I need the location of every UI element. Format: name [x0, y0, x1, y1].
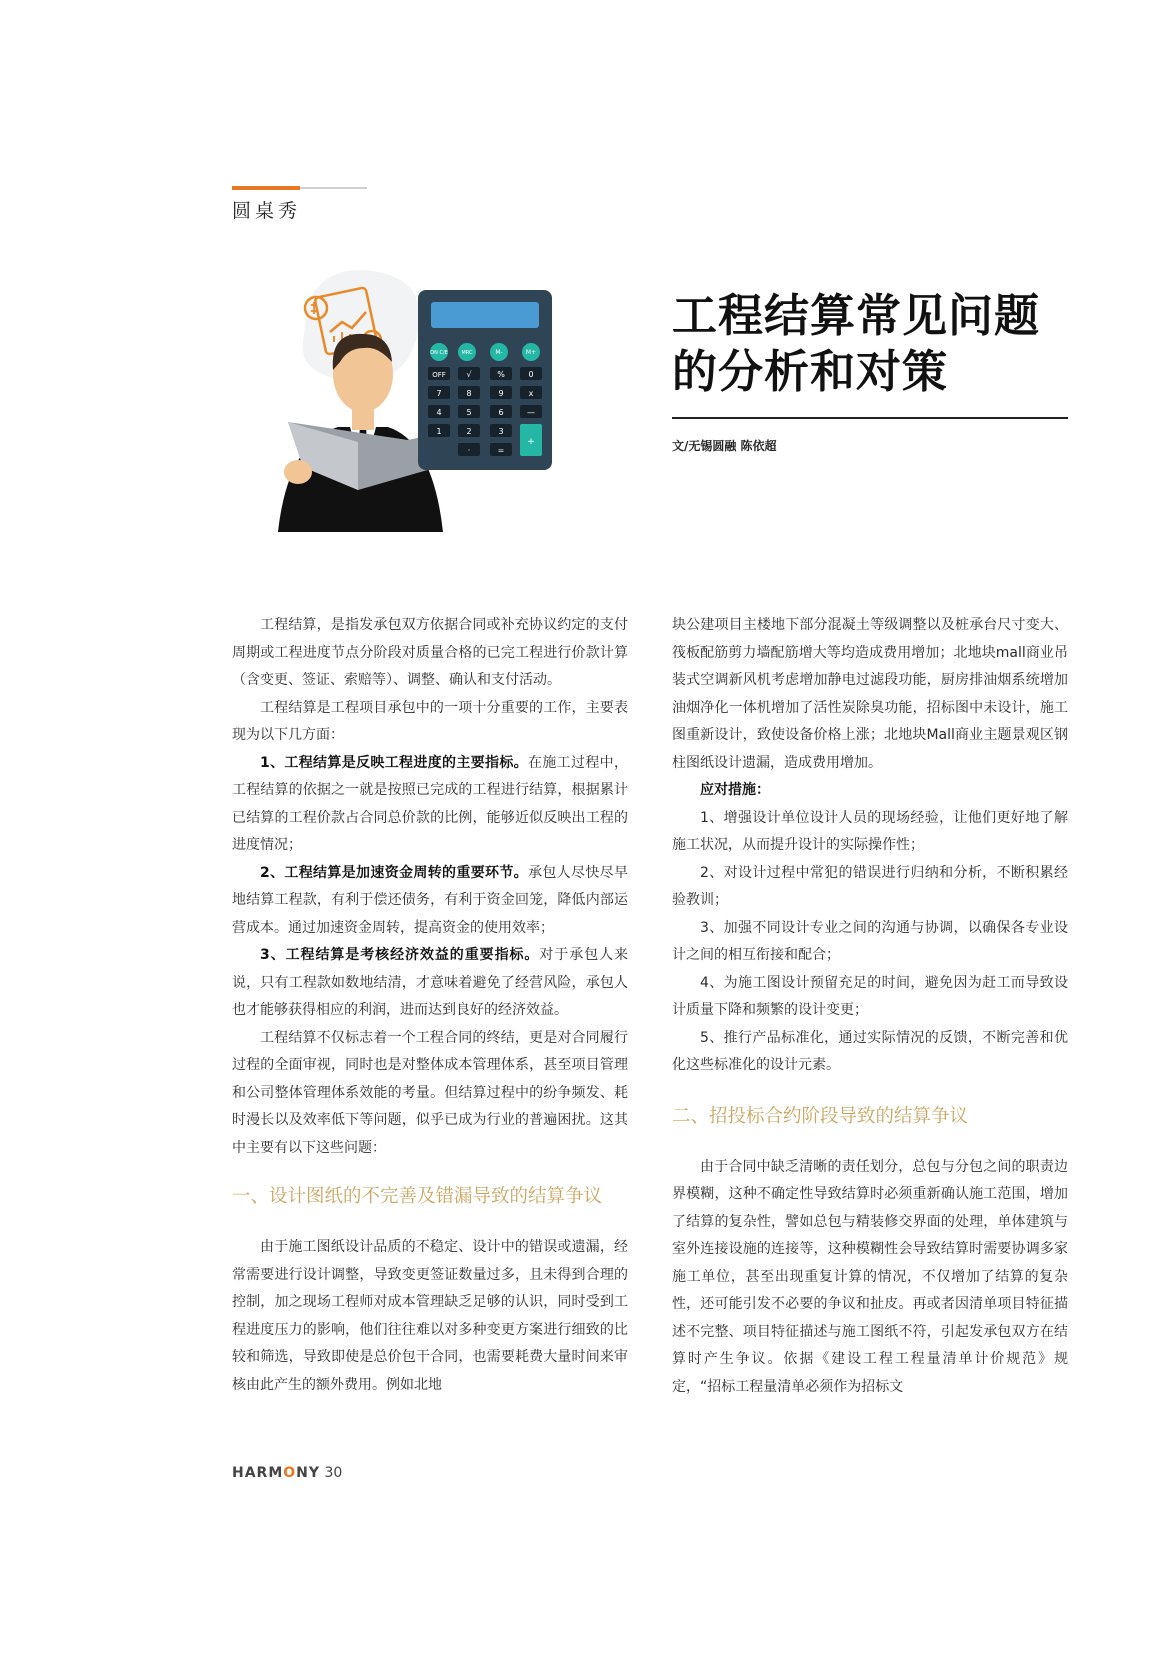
calc-key-2: 2: [466, 427, 472, 436]
calc-key-sqrt: √: [466, 370, 472, 379]
point-heading: 2、工程结算是加速资金周转的重要环节。: [260, 864, 529, 881]
section-rule-accent: [232, 186, 300, 190]
logo-part: HARM: [232, 1465, 284, 1481]
measure-item: 5、推行产品标准化，通过实际情况的反馈，不断完善和优化这些标准化的设计元素。: [672, 1029, 1068, 1073]
calc-key-onc: ON C/E: [430, 350, 448, 356]
calc-key-equals: =: [497, 446, 505, 455]
calc-key-dot: ·: [467, 446, 471, 455]
calc-key-4: 4: [436, 408, 442, 417]
article-title: [672, 288, 1092, 400]
calc-key-mplus: M+: [525, 349, 537, 356]
measure-item: 2、对设计过程中常犯的错误进行归纳和分析，不断积累经验教训；: [672, 864, 1068, 908]
paragraph: 工程结算，是指发承包双方依据合同或补充协议约定的支付周期或工程进度节点分阶段对质量合格的已完工程进行价款计算（含变更、签证、索赔等）、调整、确认和支付活动。: [232, 617, 628, 688]
calc-key-5: 5: [466, 408, 472, 417]
section-rule: [232, 187, 367, 189]
paragraph: 工程结算是工程项目承包中的一项十分重要的工作，主要表现为以下几方面：: [232, 699, 628, 743]
paragraph: 工程结算不仅标志着一个工程合同的终结，更是对合同履行过程的全面审视，同时也是对整体成本管理体系，甚至项目管理和公司整体管理体系效能的考量。但结算过程中的纷争频发、耗时漫长以及效率低下等问题，似乎已成为行业的普遍困扰。这其中主要有以下这些问题：: [232, 1029, 628, 1156]
left-column: [232, 612, 628, 1399]
logo-o: O: [283, 1465, 297, 1481]
calc-key-multiply: x: [528, 389, 534, 398]
right-column: [672, 612, 1068, 1401]
paragraph: 块公建项目主楼地下部分混凝土等级调整以及桩承台尺寸变大、筏板配筋剪力墙配筋增大等均造成费用增加；北地块mall商业吊装式空调新风机考虑增加静电过滤段功能，厨房排油烟系统增加油烟净化一体机增加了活性炭除臭功能，招标图中未设计，施工图重新设计，致使设备价格上涨；北地块Mall商业主题景观区钢柱图纸设计遗漏，造成费用增加。: [672, 617, 1068, 771]
calc-key-6: 6: [498, 408, 504, 417]
section-label: 圆桌秀: [232, 200, 302, 222]
calc-key-plus: +: [527, 437, 535, 447]
calc-key-percent: %: [497, 370, 505, 379]
paragraph: [672, 777, 1068, 805]
article-title-line2: 的分析和对策: [672, 345, 949, 398]
page-number: 30: [324, 1465, 343, 1481]
calc-key-mminus: M-: [495, 349, 503, 356]
calc-key-0: 0: [528, 370, 534, 379]
measure-item: 4、为施工图设计预留充足的时间，避免因为赶工而导致设计质量下降和频繁的设计变更；: [672, 974, 1068, 1018]
page-footer: [232, 1465, 342, 1481]
measure-item: 1、增强设计单位设计人员的现场经验，让他们更好地了解施工状况，从而提升设计的实际操作性；: [672, 809, 1068, 853]
calc-key-off: OFF: [432, 371, 446, 379]
section-heading-2: 二、招投标合约阶段导致的结算争议: [672, 1105, 969, 1127]
article-title-line1: 工程结算常见问题: [672, 289, 1041, 342]
paragraph: [232, 860, 628, 943]
point-text: 在施工过程中，工程结算的依据之一就是按照已完成的工程进行结算，根据累计已结算的工程价款占合同总价款的比例，能够近似反映出工程的进度情况；: [232, 754, 628, 853]
section-heading-1: 一、设计图纸的不完善及错漏导致的结算争议: [232, 1186, 603, 1207]
paragraph: [232, 942, 628, 1025]
measure-item: 3、加强不同设计专业之间的沟通与协调，以确保各专业设计之间的相互衔接和配合；: [672, 919, 1068, 963]
point-heading: 1、工程结算是反映工程进度的主要指标。: [260, 754, 529, 771]
paragraph: 由于合同中缺乏清晰的责任划分，总包与分包之间的职责边界模糊，这种不确定性导致结算时必须重新确认施工范围，增加了结算的复杂性，譬如总包与精装修交界面的处理，单体建筑与室外连接设施的连接等，这种模糊性会导致结算时需要协调多家施工单位，甚至出现重复计算的情况，不仅增加了结算的复杂性，还可能引发不必要的争议和扯皮。再或者因清单项目特征描述不完整、项目特征描述与施工图纸不符，引起发承包双方在结算时产生争议。依据《建设工程工程量清单计价规范》规定，“招标工程量清单必须作为招标文: [672, 1158, 1068, 1395]
calc-key-7: 7: [436, 389, 442, 398]
paragraph: 由于施工图纸设计品质的不稳定、设计中的错误或遗漏，经常需要进行设计调整，导致变更签证数量过多，且未得到合理的控制，加之现场工程师对成本管理缺乏足够的认识，同时受到工程进度压力的影响，他们往往难以对多种变更方案进行细致的比较和筛选，导致即使是总价包干合同，也需要耗费大量时间来审核由此产生的额外费用。例如北地: [232, 1239, 628, 1393]
point-text: 承包人尽快尽早地结算工程款，有利于偿还债务，有利于资金回笼，降低内部运营成本。通过加速资金周转，提高资金的使用效率；: [232, 864, 628, 936]
calc-key-minus: —: [527, 408, 535, 417]
magazine-logo: [232, 1465, 320, 1481]
byline: 文/无锡圆融 陈依超: [672, 439, 777, 453]
calc-key-mrc: MRC: [461, 350, 473, 356]
logo-part: NY: [296, 1465, 321, 1481]
point-heading: 3、工程结算是考核经济效益的重要指标。: [260, 947, 540, 963]
calc-key-1: 1: [436, 427, 442, 436]
paragraph: [232, 750, 628, 860]
calc-key-8: 8: [466, 389, 472, 398]
point-text: 对于承包人来说，只有工程款如数地结清，才意味着避免了经营风险，承包人也才能够获得相应的利润，进而达到良好的经济效益。: [232, 947, 628, 1018]
calc-key-3: 3: [498, 427, 504, 436]
article-illustration: [268, 262, 590, 562]
title-rule: [672, 417, 1068, 419]
calc-key-9: 9: [498, 389, 504, 398]
measures-title: 应对措施：: [700, 782, 770, 798]
